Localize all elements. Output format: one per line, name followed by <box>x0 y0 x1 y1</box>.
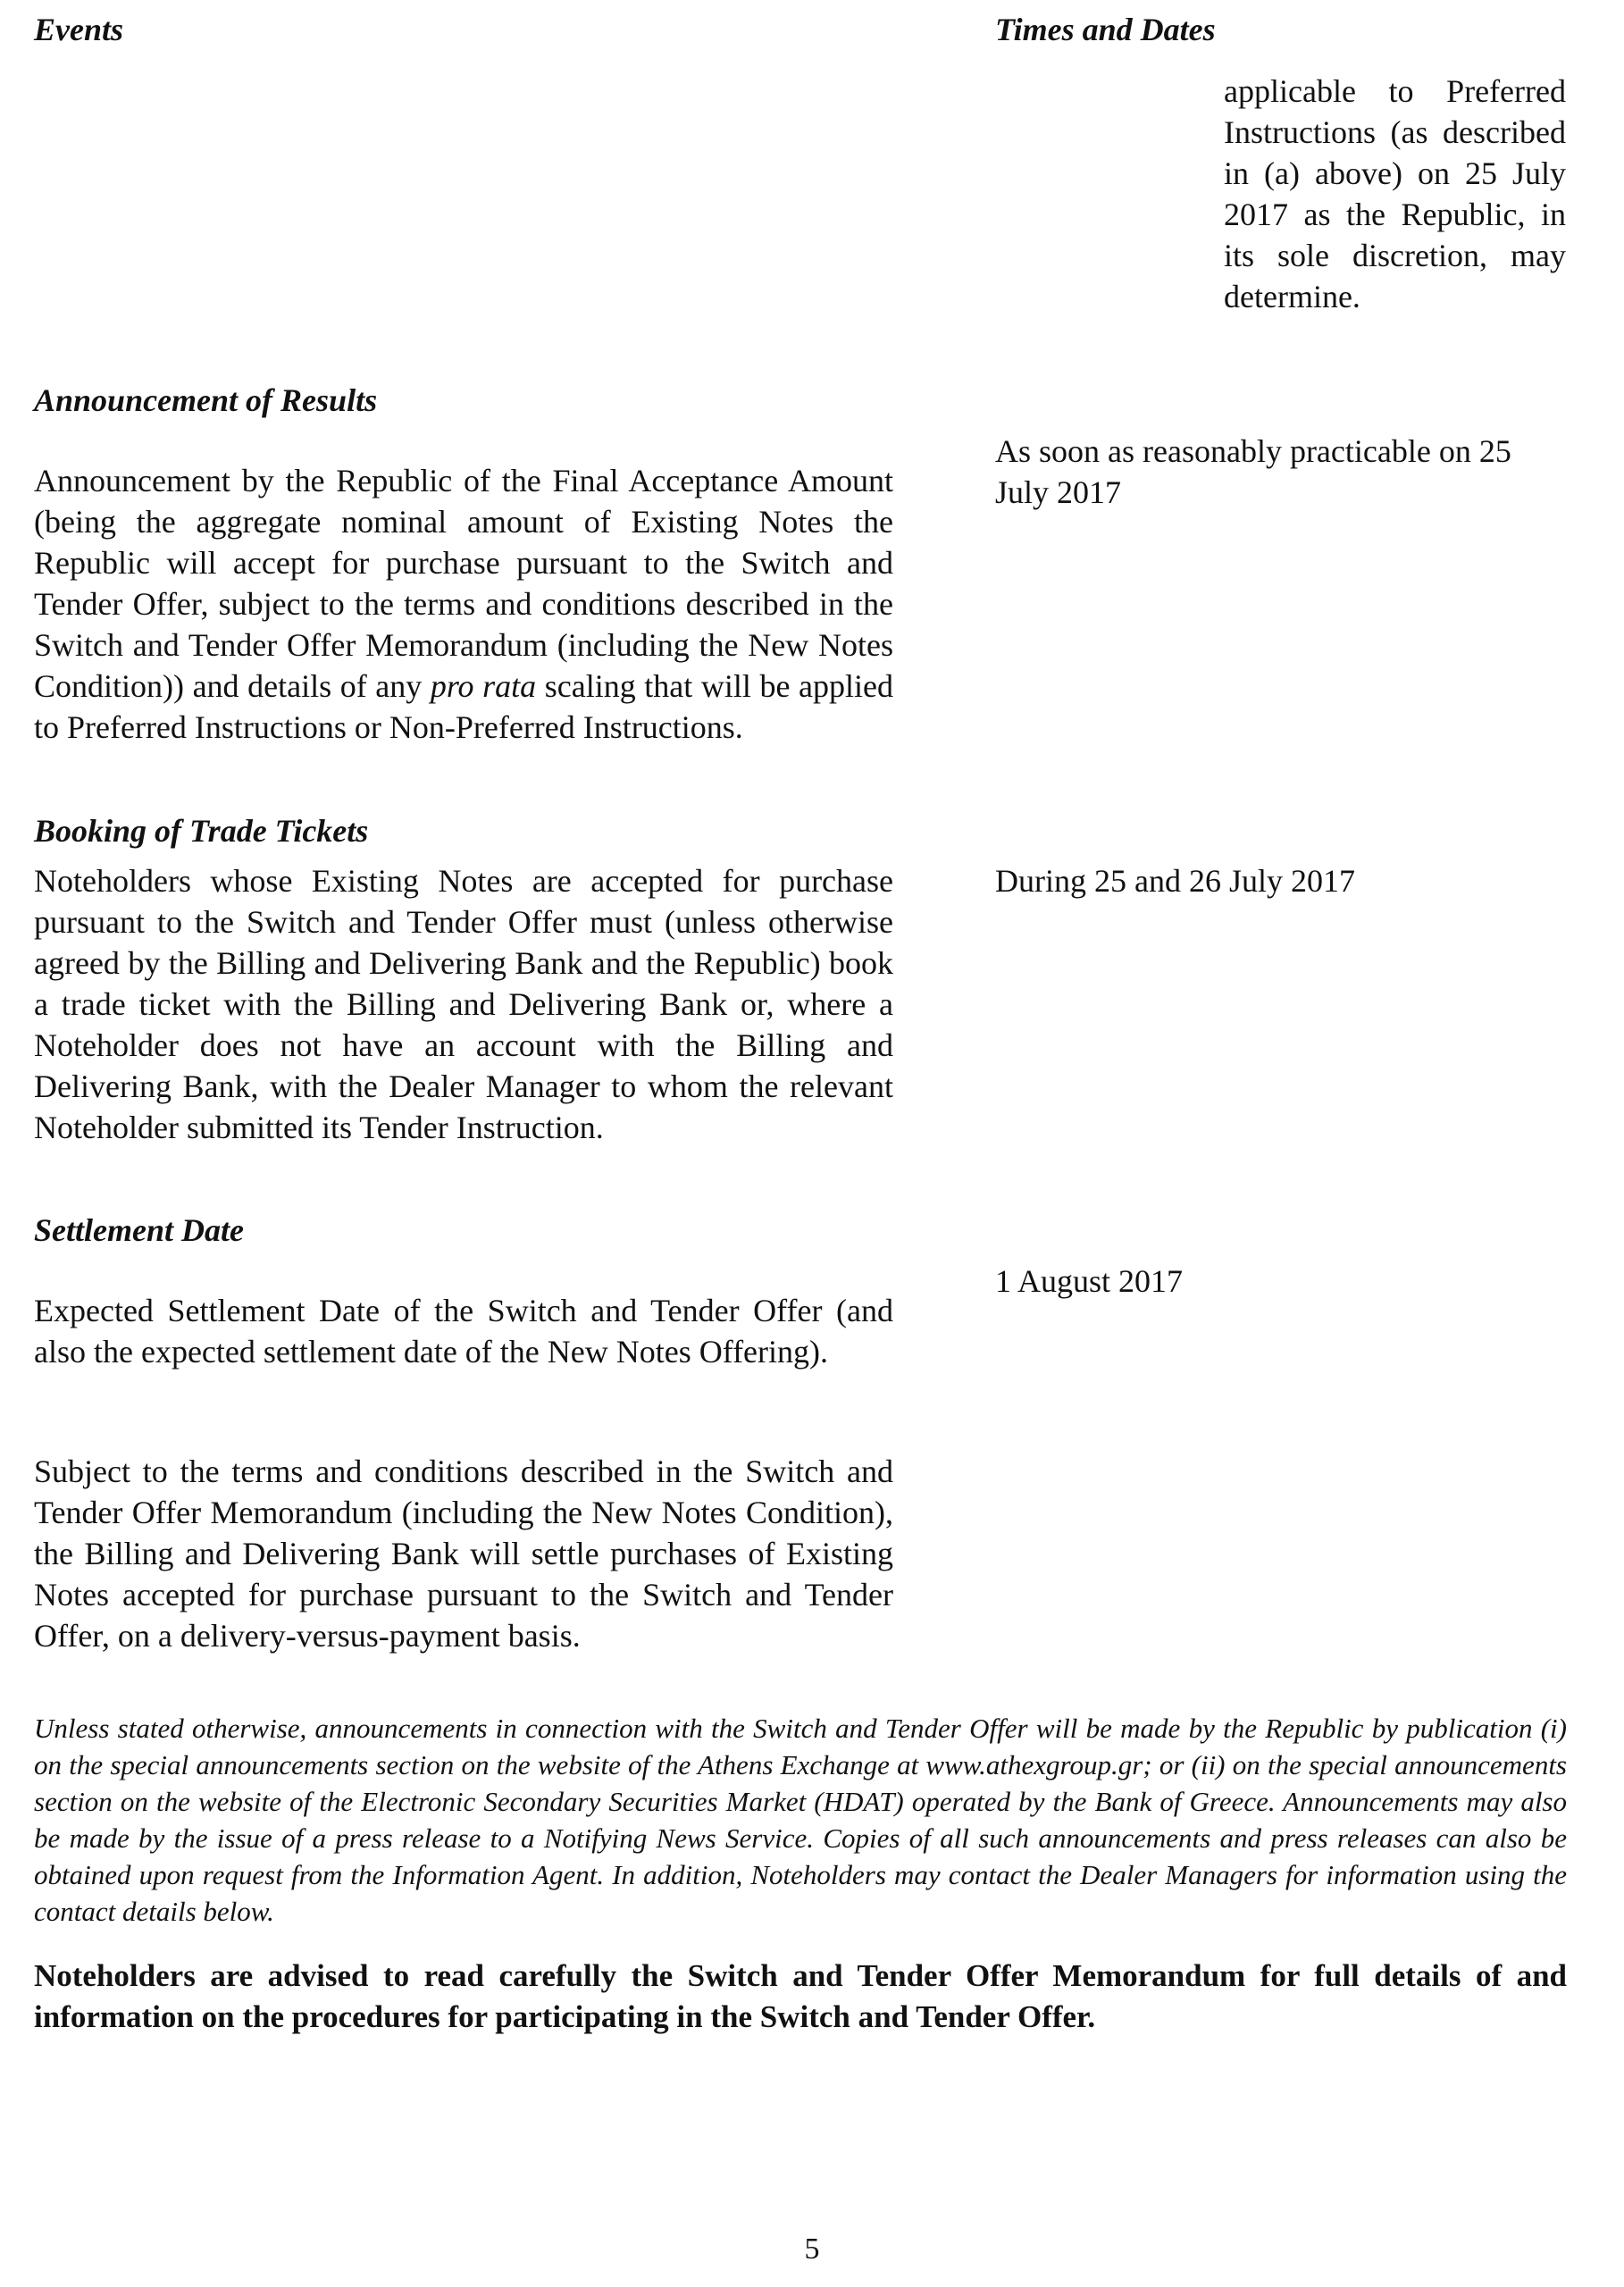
results-text-italic: pro rata <box>430 668 537 704</box>
results-text-part-1: Announcement by the Republic of the Final Acceptance Amount (being the aggregate nominal amount of Existing Notes the Republic will accept for purchase pursuant to the Switch and Tender Offer, subject to the terms and conditions described in the Switch and Tender Offer Memorandum (including the New Notes Condition)) and details of any <box>34 463 893 704</box>
continued-time-text: applicable to Preferred Instructions (as described in (a) above) on 25 July 2017 as the Republic, in its sole discretion, may determine. <box>1224 73 1566 314</box>
settlement-text-1: Expected Settlement Date of the Switch and Tender Offer (and also the expected settlement date of the New Notes Offering). <box>34 1293 893 1370</box>
booking-time: During 25 and 26 July 2017 <box>995 863 1355 899</box>
times-column-header: Times and Dates <box>995 12 1216 47</box>
results-text <box>34 460 893 748</box>
settlement-heading: Settlement Date <box>34 1212 244 1248</box>
results-time: As soon as reasonably practicable on 25 July 2017 <box>995 433 1511 510</box>
booking-text: Noteholders whose Existing Notes are accepted for purchase pursuant to the Switch and Tender Offer must (unless otherwise agreed by the Billing and Delivering Bank and the Republic) book a trade ticket with the Billing and Delivering Bank or, where a Noteholder does not have an account with the Billing and Delivering Bank, with the Dealer Manager to whom the relevant Noteholder submitted its Tender Instruction. <box>34 863 893 1145</box>
announcements-footnote: Unless stated otherwise, announcements in connection with the Switch and Tender Offer will be made by the Republic by publication (i) on the special announcements section on the website of the Athens Exchange at www.athexgroup.gr; or (ii) on the special announcements section on the website of the Electronic Secondary Securities Market (HDAT) operated by the Bank of Greece. Announcements may also be made by the issue of a press release to a Notifying News Service. Copies of all such announcements and press releases can also be obtained upon request from the Information Agent. In addition, Noteholders may contact the Dealer Managers for information using the contact details below. <box>34 1713 1567 1927</box>
advisory-notice: Noteholders are advised to read carefully the Switch and Tender Offer Memorandum for full details of and information on the procedures for participating in the Switch and Tender Offer. <box>34 1958 1567 2034</box>
booking-heading: Booking of Trade Tickets <box>34 813 369 849</box>
events-column-header: Events <box>34 12 124 47</box>
settlement-time: 1 August 2017 <box>995 1263 1184 1299</box>
results-heading: Announcement of Results <box>34 382 378 418</box>
settlement-text-2: Subject to the terms and conditions described in the Switch and Tender Offer Memorandum (including the New Notes Condition), the Billing and Delivering Bank will settle purchases of Existing Notes accepted for purchase pursuant to the Switch and Tender Offer, on a delivery-versus-payment basis. <box>34 1453 893 1654</box>
results-text-part-2: scaling that will be applied to Preferred Instructions or Non-Preferred Instructions. <box>34 668 894 745</box>
page-number: 5 <box>804 2233 820 2266</box>
